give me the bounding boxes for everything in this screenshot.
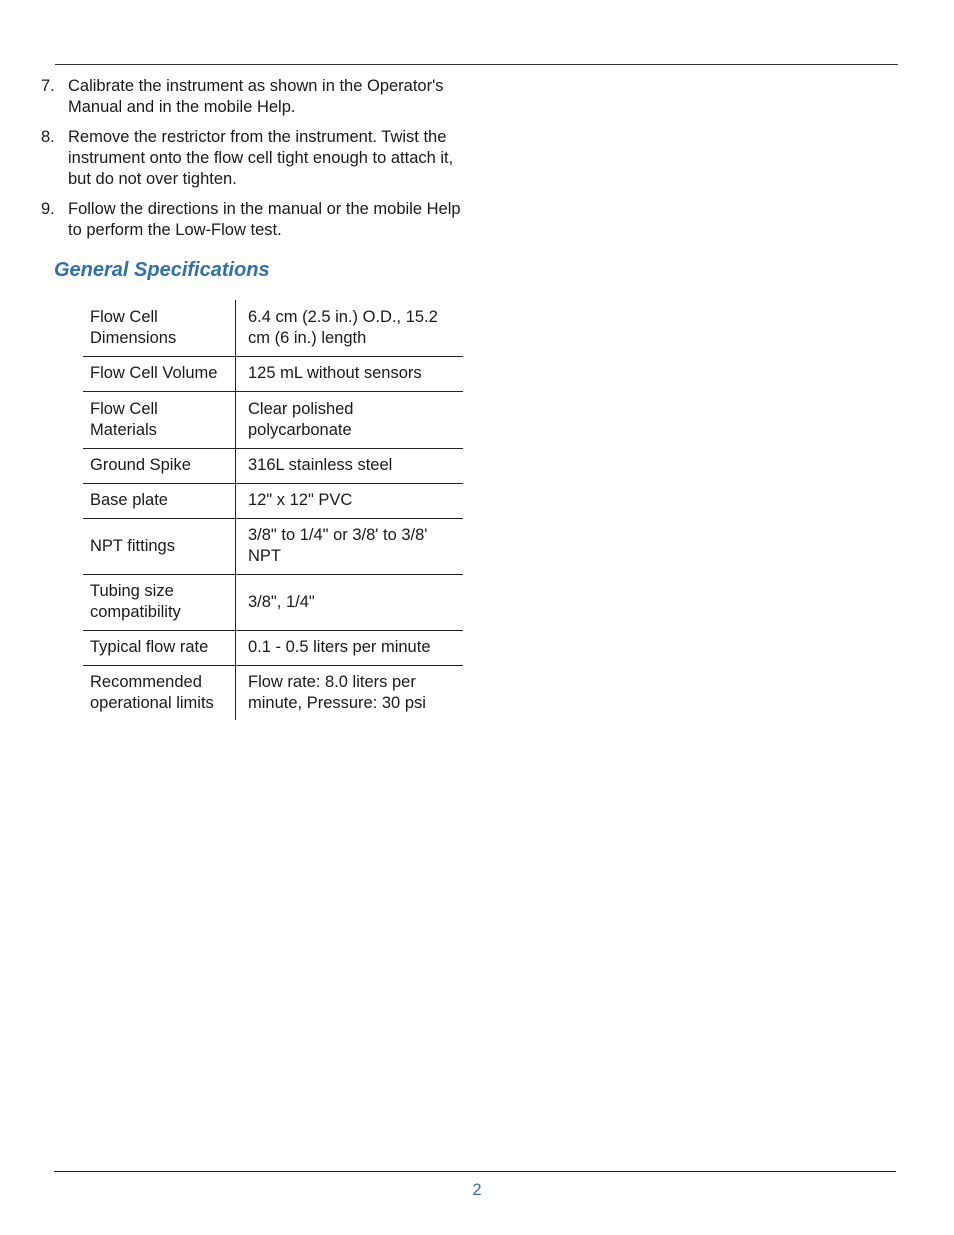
- footer-rule: [54, 1171, 896, 1172]
- spec-value: 6.4 cm (2.5 in.) O.D., 15.2 cm (6 in.) length: [248, 307, 438, 347]
- table-row: [83, 518, 463, 574]
- table-row: [83, 574, 463, 630]
- spec-label: Flow Cell Volume: [83, 356, 236, 391]
- spec-label: Flow Cell Materials: [83, 391, 236, 448]
- step-text: Follow the directions in the manual or the mobile Help to perform the Low-Flow test.: [68, 200, 461, 239]
- spec-value: 125 mL without sensors: [248, 364, 422, 382]
- spec-value: Flow rate: 8.0 liters per minute, Pressure: 30 psi: [248, 672, 426, 712]
- spec-label: Flow Cell Dimensions: [83, 300, 236, 356]
- step-number: 7.: [41, 77, 55, 95]
- step-item: [41, 199, 471, 241]
- spec-value: 0.1 - 0.5 liters per minute: [248, 638, 431, 656]
- spec-label: Ground Spike: [83, 448, 236, 483]
- table-row: [83, 300, 463, 356]
- spec-label: Typical flow rate: [83, 630, 236, 665]
- page-number: 2: [472, 1181, 482, 1199]
- table-row: [83, 448, 463, 483]
- step-text: Remove the restrictor from the instrument. Twist the instrument onto the flow cell tight enough to attach it, but do not over tighten.: [68, 128, 454, 188]
- header-rule: [55, 64, 898, 65]
- table-row: [83, 665, 463, 720]
- spec-value: Clear polished polycarbonate: [248, 399, 354, 439]
- table-row: [83, 483, 463, 518]
- spec-value: 3/8", 1/4": [248, 592, 315, 611]
- step-text: Calibrate the instrument as shown in the Operator's Manual and in the mobile Help.: [68, 77, 444, 116]
- table-row: [83, 391, 463, 448]
- step-number: 9.: [41, 200, 55, 218]
- table-row: [83, 630, 463, 665]
- procedure-steps: [41, 76, 471, 250]
- spec-value: 12" x 12" PVC: [248, 491, 353, 509]
- table-row: [83, 356, 463, 391]
- spec-value: 3/8" to 1/4" or 3/8' to 3/8' NPT: [248, 526, 428, 565]
- section-title: General Specifications: [54, 259, 270, 281]
- spec-label: Tubing size compatibility: [83, 574, 236, 630]
- spec-value: 316L stainless steel: [248, 456, 393, 474]
- step-item: [41, 127, 471, 190]
- spec-label: Recommended operational limits: [83, 665, 236, 720]
- specifications-table: [83, 300, 463, 720]
- step-number: 8.: [41, 128, 55, 146]
- spec-label: Base plate: [83, 483, 236, 518]
- step-item: [41, 76, 471, 118]
- spec-label: NPT fittings: [83, 518, 236, 574]
